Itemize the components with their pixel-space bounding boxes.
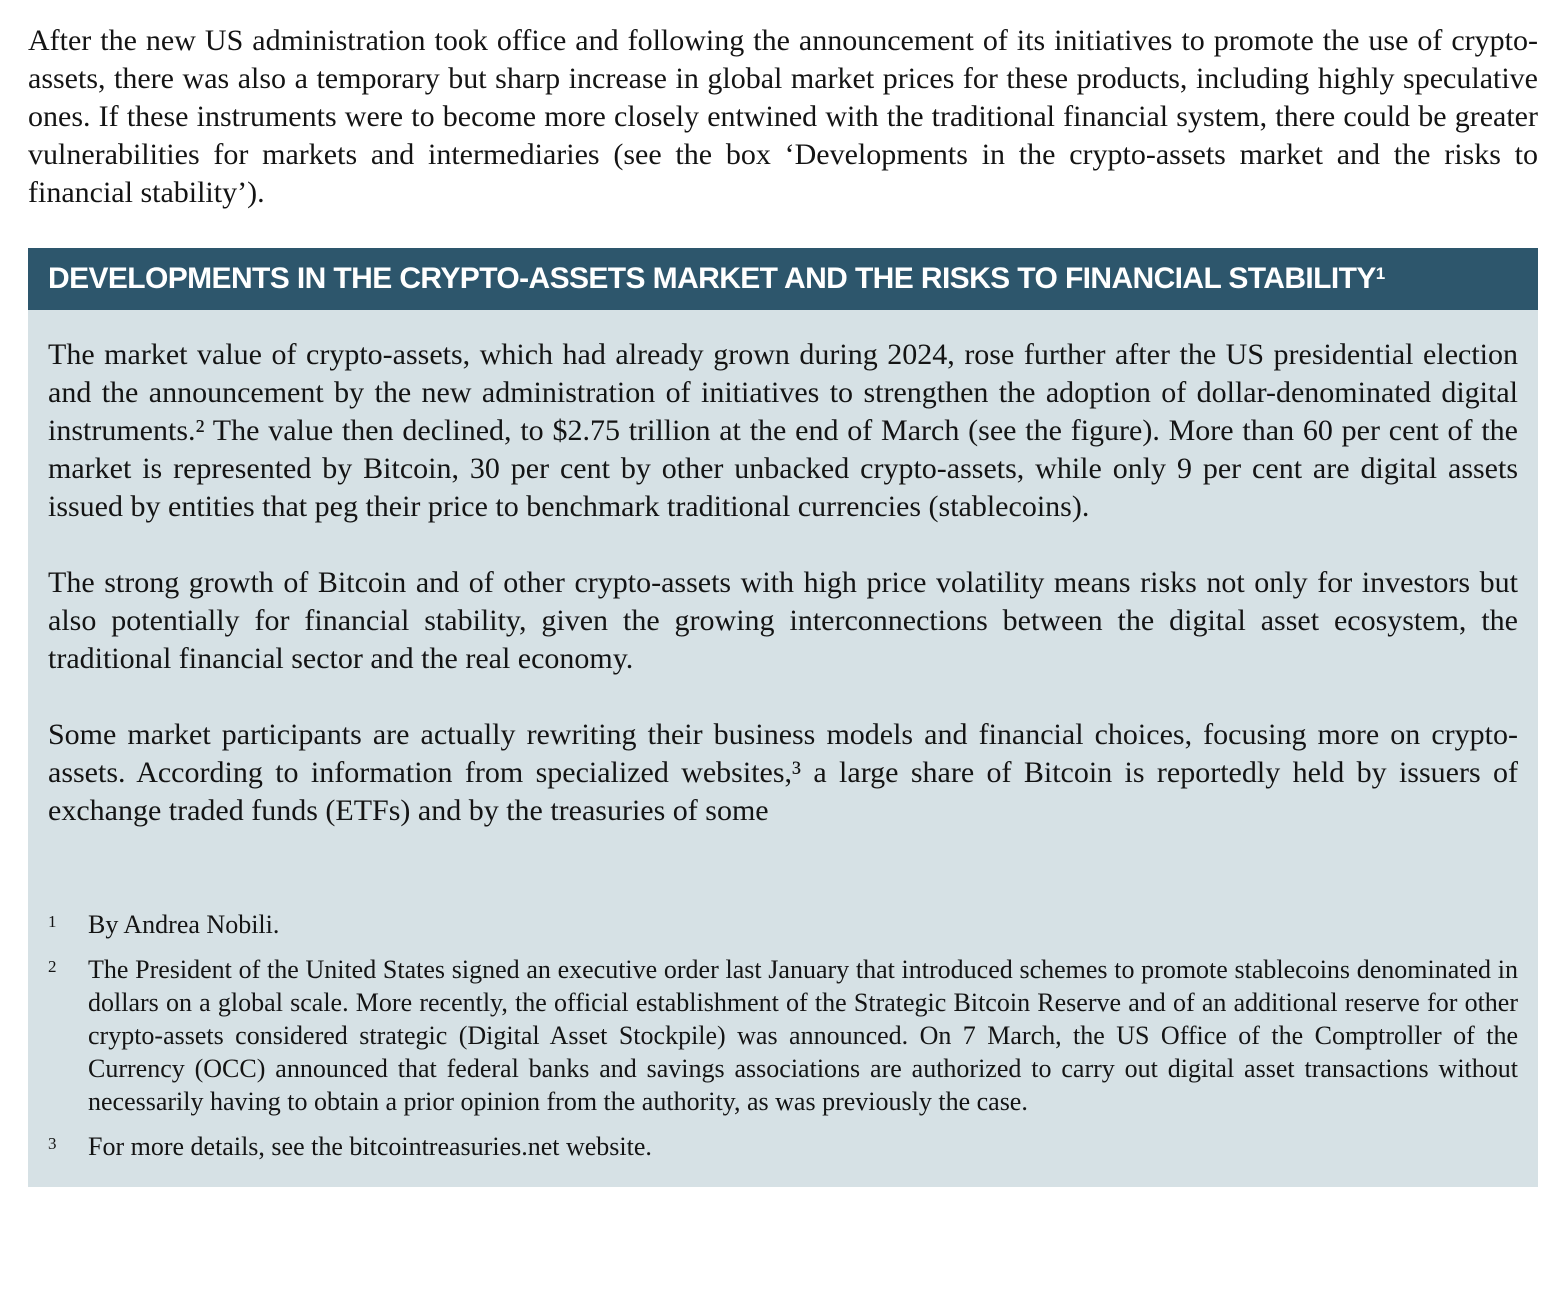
box-title-text: DEVELOPMENTS IN THE CRYPTO-ASSETS MARKET AND THE RISKS TO FINANCIAL STABILITY [48,262,1376,295]
box-header [28,248,1538,310]
intro-paragraph: After the new US administration took office and following the announcement of its initiatives to promote the use of crypto-assets, there was also a temporary but sharp increase in global market prices for these products, including highly speculative ones. If these instruments were to become more closely entwined with the traditional financial system, there could be greater vulnerabilities for markets and intermediaries (see the box ‘Developments in the crypto-assets market and the risks to financial stability’). [28,24,1538,209]
box-title-footnote-ref: 1 [1375,264,1386,283]
footnote-marker-3: 3 [48,1134,57,1153]
crypto-assets-box [28,248,1538,1187]
footnote-text-3: For more details, see the bitcointreasuries.net website. [88,1132,652,1161]
box-paragraph-market-value: The market value of crypto-assets, which had already grown during 2024, rose further after the US presidential election and the announcement by the new administration of initiatives to strengthen the adoption of dollar-denominated digital instruments.² The value then declined, to $2.75 trillion at the end of March (see the figure). More than 60 per cent of the market is represented by Bitcoin, 30 per cent by other unbacked crypto-assets, while only 9 per cent are digital assets issued by entities that peg their price to benchmark traditional currencies (stablecoins). [48,338,1518,523]
footnote-marker-2: 2 [48,957,57,976]
footnote-text-2: The President of the United States signed an executive order last January that introduced schemes to promote stablecoins denominated in dollars on a global scale. More recently, the official establishment of the Strategic Bitcoin Reserve and of an additional reserve for other crypto-assets considered strategic (Digital Asset Stockpile) was announced. On 7 March, the US Office of the Comptroller of the Currency (OCC) announced that federal banks and savings associations are authorized to carry out digital asset transactions without necessarily having to obtain a prior opinion from the authority, as was previously the case. [88,955,1518,1116]
box-title [48,262,1385,296]
footnote-item-2 [48,953,1518,1118]
footnote-item-3 [48,1130,1518,1163]
footnote-item-1 [48,908,1518,941]
footnote-text-1: By Andrea Nobili. [88,910,280,939]
box-body [28,310,1538,1187]
box-paragraph-strong-growth: The strong growth of Bitcoin and of other crypto-assets with high price volatility means risks not only for investors but also potentially for financial stability, given the growing interconnections between the digital asset ecosystem, the traditional financial sector and the real economy. [48,566,1518,675]
footnote-marker-1: 1 [48,912,57,931]
footnotes-section [48,908,1518,1163]
box-paragraph-market-participants: Some market participants are actually rewriting their business models and financial choices, focusing more on crypto-assets. According to information from specialized websites,³ a large share of Bitcoin is reportedly held by issuers of exchange traded funds (ETFs) and by the treasuries of some [48,718,1518,827]
